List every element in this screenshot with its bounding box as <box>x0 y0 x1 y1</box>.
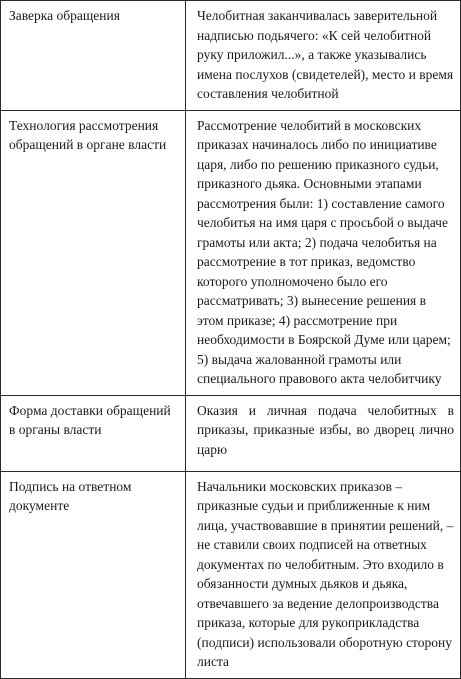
row-content-cell <box>186 110 461 395</box>
row-content: Челобитная заканчивалась заверительной надписью подьячего: «К сей челобитной руку приложил...», а также указывались имена послухов (свидетелей), место и время составления челобитной <box>197 8 454 101</box>
table-row <box>1 471 461 678</box>
row-label: Подпись на ответном документе <box>9 478 132 513</box>
row-content-cell <box>186 1 461 111</box>
row-label-cell <box>1 110 186 395</box>
row-label-cell <box>1 471 186 678</box>
row-content-cell <box>186 471 461 678</box>
row-label: Форма доставки обращений в органы власти <box>9 402 171 437</box>
row-label: Технология рассмотрения обращений в органе власти <box>9 117 167 152</box>
table-row <box>1 110 461 395</box>
table-row <box>1 395 461 471</box>
table-row <box>1 1 461 111</box>
row-label-cell <box>1 395 186 471</box>
row-content: Рассмотрение челобитий в московских приказах начиналось либо по инициативе царя, либо по решению приказного судьи, приказного дьяка. Основными этапами рассмотрения были: 1) составление самого челобитья на имя царя с просьбой о выдаче грамоты или акта; 2) подача челобитья на рассмотрение в тот приказ, ведомство которого уполномочено было его рассматривать; 3) вынесение решения в этом приказе; 4) рассмотрение при необходимости в Боярской Думе или царем; 5) выдача жалованной грамоты или специального правового акта челобитчику <box>197 117 451 386</box>
row-content: Начальники московских приказов – приказные судьи и приближенные к ним лица, участвовавшие в принятии решений, – не ставили своих подписей на ответных документах по челобитным. Это входило в обязанности думных дьяков и дьяка, отвечавшего за ведение делопроизводства приказа, которые для рукоприкладства (подписи) использовали оборотную сторону листа <box>197 478 454 669</box>
row-content-cell <box>186 395 461 471</box>
row-content: Оказия и личная подача челобитных в приказы, приказные избы, во дворец лично царю <box>197 402 454 457</box>
row-label-cell <box>1 1 186 111</box>
row-label: Заверка обращения <box>9 8 120 23</box>
